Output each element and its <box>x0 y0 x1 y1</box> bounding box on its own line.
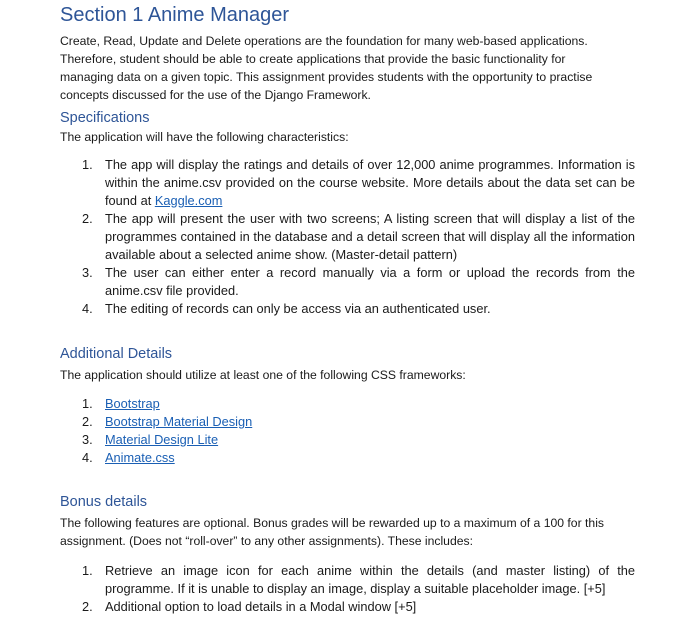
css-frameworks-list <box>82 395 382 467</box>
list-number: 2. <box>82 414 93 429</box>
intro-paragraph: Create, Read, Update and Delete operations are the foundation for many web-based applications. Therefore, student should be able to create applications that provide the basic functionality for managing data on a given topic. This assignment provides students with the opportunity to practise concepts discussed for the use of the Django Framework. <box>60 34 593 102</box>
additional-details-heading: Additional Details <box>60 346 173 362</box>
list-number: 4. <box>82 450 93 465</box>
additional-details-lead: The application should utilize at least one of the following CSS frameworks: <box>60 368 466 382</box>
list-item <box>82 413 382 431</box>
list-item <box>82 210 635 264</box>
list-item <box>82 156 635 210</box>
list-number: 1. <box>82 396 93 411</box>
list-item <box>82 264 635 300</box>
bootstrap-link[interactable]: Bootstrap <box>105 396 160 411</box>
list-number: 4. <box>82 301 93 316</box>
list-item-text: Retrieve an image icon for each anime within the details (and master listing) of the programme. If it is unable to display an image, display a suitable placeholder image. [+5] <box>105 563 635 596</box>
list-item-text: Additional option to load details in a Modal window [+5] <box>105 599 417 614</box>
list-number: 3. <box>82 432 93 447</box>
list-item <box>82 431 382 449</box>
specifications-heading: Specifications <box>60 110 150 126</box>
list-item <box>82 598 635 616</box>
list-item <box>82 449 382 467</box>
specifications-list <box>82 156 635 318</box>
list-number: 1. <box>82 563 93 578</box>
list-item-text: The editing of records can only be access via an authenticated user. <box>105 301 491 316</box>
page-title: Section 1 Anime Manager <box>60 4 290 26</box>
list-item <box>82 395 382 413</box>
kaggle-link[interactable]: Kaggle.com <box>154 193 223 208</box>
list-item <box>82 562 635 598</box>
list-number: 2. <box>82 211 93 226</box>
list-item <box>82 300 635 318</box>
list-item-text: The user can either enter a record manually via a form or upload the records from the anime.csv file provided. <box>105 265 635 298</box>
bootstrap-material-design-link[interactable]: Bootstrap Material Design <box>105 414 253 429</box>
list-number: 2. <box>82 599 93 614</box>
list-number: 1. <box>82 157 93 172</box>
bonus-list <box>82 562 635 616</box>
material-design-lite-link[interactable]: Material Design Lite <box>105 432 219 447</box>
bonus-details-lead: The following features are optional. Bonus grades will be rewarded up to a maximum of a 100 for this assignment. (Does not “roll-over” to any other assignments). These includes: <box>60 516 604 548</box>
bonus-details-heading: Bonus details <box>60 494 148 510</box>
animate-css-link[interactable]: Animate.css <box>105 450 175 465</box>
list-number: 3. <box>82 265 93 280</box>
list-item-text: The app will present the user with two screens; A listing screen that will display a list of the programmes contained in the database and a detail screen that will display all the information available about a selected anime show. (Master-detail pattern) <box>105 211 635 262</box>
list-item-text: The app will display the ratings and details of over 12,000 anime programmes. Information is within the anime.csv provided on the course website. More details about the data set can be found at Kaggle.com <box>105 157 635 208</box>
specifications-lead: The application will have the following characteristics: <box>60 130 349 144</box>
